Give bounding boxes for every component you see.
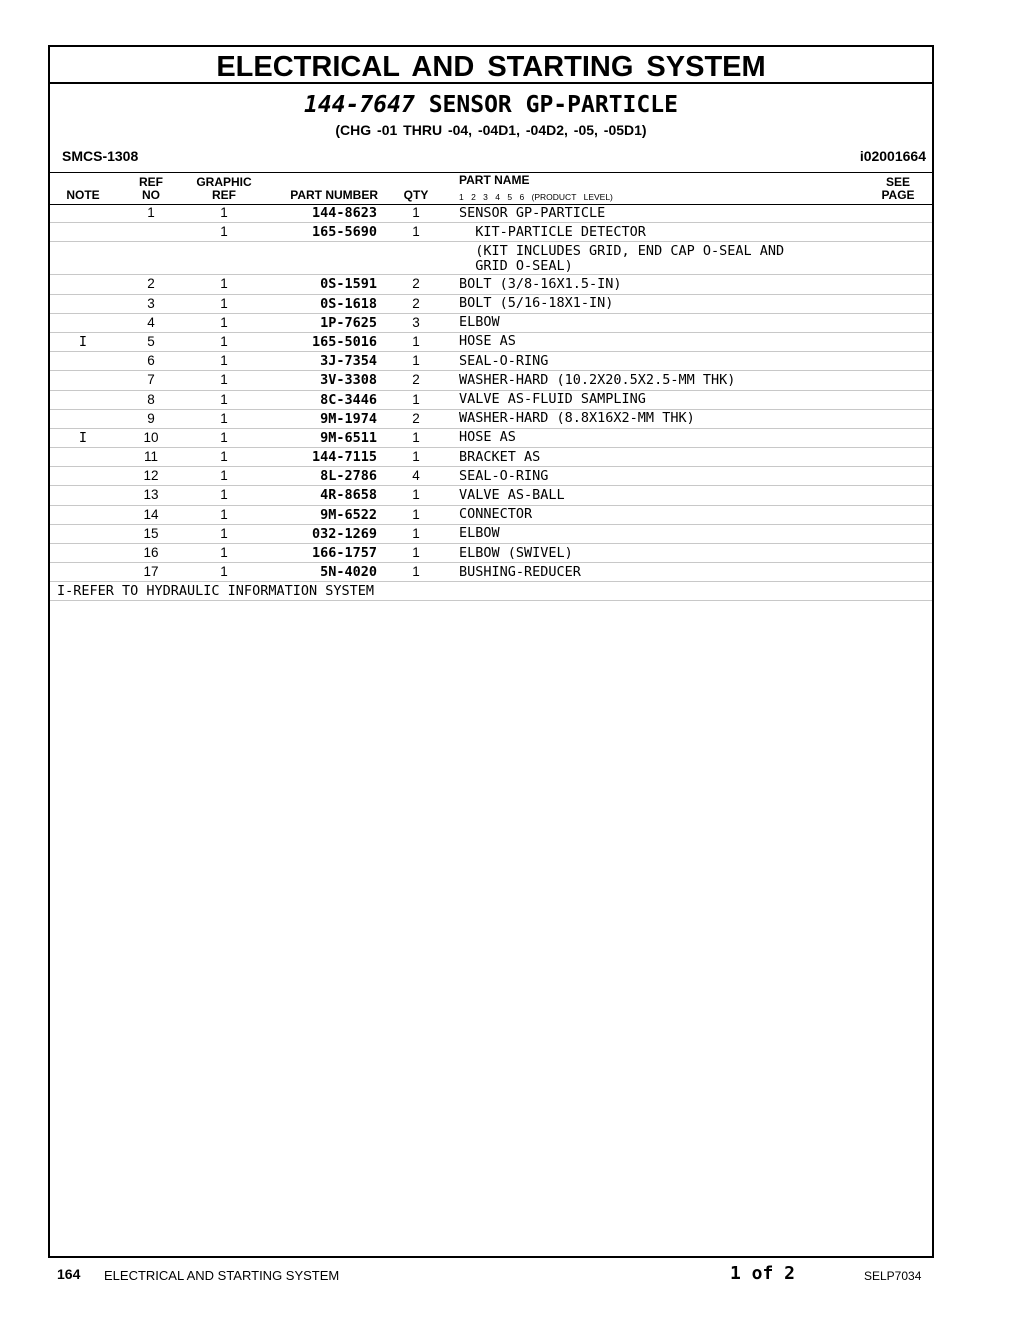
row-part-number: 0S-1618 bbox=[320, 295, 377, 312]
col-see: SEE bbox=[885, 175, 910, 189]
row-part-name: SEAL-O-RING bbox=[459, 352, 549, 369]
row-part-number: 9M-6522 bbox=[320, 506, 377, 523]
table-row bbox=[50, 223, 932, 242]
row-ref-no: 13 bbox=[143, 487, 159, 503]
row-part-number: 1P-7625 bbox=[320, 314, 377, 331]
row-graphic-ref: 1 bbox=[220, 525, 228, 541]
row-qty: 1 bbox=[412, 429, 420, 445]
row-qty: 1 bbox=[412, 205, 420, 220]
page-title: ELECTRICAL AND STARTING SYSTEM bbox=[50, 47, 932, 84]
row-graphic-ref: 1 bbox=[220, 276, 228, 292]
row-part-name: BOLT (3/8-16X1.5-IN) bbox=[459, 275, 622, 292]
row-graphic-ref: 1 bbox=[220, 564, 228, 580]
col-graphic-ref: REF bbox=[212, 188, 236, 202]
row-graphic-ref: 1 bbox=[220, 314, 228, 330]
row-part-number: 3V-3308 bbox=[320, 372, 377, 389]
heading-part-title: SENSOR GP-PARTICLE bbox=[428, 92, 678, 118]
row-part-number: 9M-6511 bbox=[320, 429, 377, 446]
row-note: I bbox=[78, 429, 88, 446]
table-row bbox=[50, 486, 932, 505]
row-qty: 1 bbox=[412, 224, 420, 240]
col-graphic: GRAPHIC bbox=[196, 175, 252, 189]
row-qty: 1 bbox=[412, 487, 420, 503]
heading-part-number: 144-7647 bbox=[304, 92, 415, 118]
row-part-name: ELBOW (SWIVEL) bbox=[459, 544, 573, 561]
row-graphic-ref: 1 bbox=[220, 410, 228, 426]
col-note: NOTE bbox=[66, 188, 100, 202]
row-graphic-ref: 1 bbox=[220, 224, 228, 240]
table-row bbox=[50, 333, 932, 352]
row-qty: 1 bbox=[412, 353, 420, 369]
change-note: (CHG -01 THRU -04, -04D1, -04D2, -05, -05D1) bbox=[335, 122, 647, 138]
row-note: I bbox=[78, 333, 88, 350]
table-row bbox=[50, 204, 932, 223]
row-part-number: 0S-1591 bbox=[320, 276, 377, 293]
row-qty: 1 bbox=[412, 449, 420, 465]
row-graphic-ref: 1 bbox=[220, 487, 228, 503]
table-row bbox=[50, 448, 932, 467]
row-ref-no: 2 bbox=[147, 276, 155, 292]
row-part-name: ELBOW bbox=[459, 525, 500, 542]
row-graphic-ref: 1 bbox=[220, 449, 228, 465]
row-part-number: 144-8623 bbox=[311, 205, 377, 221]
table-row bbox=[50, 429, 932, 448]
product-levels: 1 2 3 4 5 6 (PRODUCT LEVEL) bbox=[459, 192, 613, 202]
table-header bbox=[50, 172, 932, 205]
col-part-number: PART NUMBER bbox=[290, 188, 378, 202]
table-row bbox=[50, 506, 932, 525]
row-qty: 4 bbox=[412, 468, 420, 484]
row-ref-no: 15 bbox=[143, 525, 159, 541]
row-ref-no: 5 bbox=[147, 333, 155, 349]
col-page: PAGE bbox=[881, 188, 915, 202]
table-row bbox=[50, 242, 932, 275]
row-ref-no: 6 bbox=[147, 353, 155, 369]
row-part-name: WASHER-HARD (10.2X20.5X2.5-MM THK) bbox=[459, 371, 736, 388]
row-qty: 1 bbox=[412, 391, 420, 407]
row-qty: 2 bbox=[412, 410, 420, 426]
row-graphic-ref: 1 bbox=[220, 468, 228, 484]
table-row bbox=[50, 371, 932, 390]
row-graphic-ref: 1 bbox=[220, 333, 228, 349]
footnote: I-REFER TO HYDRAULIC INFORMATION SYSTEM bbox=[50, 582, 932, 601]
col-qty: QTY bbox=[403, 188, 429, 202]
row-ref-no: 7 bbox=[147, 372, 155, 388]
row-part-name: KIT-PARTICLE DETECTOR bbox=[459, 223, 646, 240]
row-qty: 2 bbox=[412, 295, 420, 311]
row-part-number: 9M-1974 bbox=[320, 410, 377, 427]
row-ref-no: 10 bbox=[143, 429, 159, 445]
row-qty: 1 bbox=[412, 506, 420, 522]
row-qty: 1 bbox=[412, 525, 420, 541]
row-graphic-ref: 1 bbox=[220, 391, 228, 407]
row-part-name: SEAL-O-RING bbox=[459, 467, 549, 484]
row-part-number: 8C-3446 bbox=[320, 391, 377, 408]
row-graphic-ref: 1 bbox=[220, 353, 228, 369]
row-ref-no: 11 bbox=[143, 449, 158, 465]
row-qty: 1 bbox=[412, 333, 420, 349]
row-part-name: SENSOR GP-PARTICLE bbox=[459, 204, 606, 221]
row-part-number: 4R-8658 bbox=[320, 487, 377, 504]
row-ref-no: 12 bbox=[143, 468, 159, 484]
table-row bbox=[50, 295, 932, 314]
row-part-name: HOSE AS bbox=[459, 333, 516, 350]
table-row bbox=[50, 563, 932, 582]
row-ref-no: 8 bbox=[147, 391, 155, 407]
row-part-number: 3J-7354 bbox=[320, 353, 377, 370]
footer-page-of: 1 of 2 bbox=[730, 1263, 796, 1284]
row-part-number: 8L-2786 bbox=[320, 468, 377, 485]
row-part-name: CONNECTOR bbox=[459, 506, 533, 523]
row-part-name: HOSE AS bbox=[459, 429, 516, 446]
row-part-name: BOLT (5/16-18X1-IN) bbox=[459, 295, 614, 312]
row-qty: 2 bbox=[412, 276, 420, 292]
row-graphic-ref: 1 bbox=[220, 545, 228, 560]
row-graphic-ref: 1 bbox=[220, 205, 228, 220]
row-ref-no: 4 bbox=[147, 314, 155, 330]
table-row bbox=[50, 410, 932, 429]
row-graphic-ref: 1 bbox=[220, 429, 228, 445]
footer-section: ELECTRICAL AND STARTING SYSTEM bbox=[104, 1268, 340, 1283]
row-part-name: BRACKET AS bbox=[459, 448, 541, 465]
row-part-name: BUSHING-REDUCER bbox=[459, 563, 581, 580]
page-frame bbox=[48, 45, 934, 1258]
row-part-name: ELBOW bbox=[459, 314, 500, 331]
row-graphic-ref: 1 bbox=[220, 295, 228, 311]
row-part-name: WASHER-HARD (8.8X16X2-MM THK) bbox=[459, 410, 695, 427]
footer-doc-code: SELP7034 bbox=[864, 1269, 922, 1283]
row-ref-no: 9 bbox=[147, 410, 155, 426]
row-graphic-ref: 1 bbox=[220, 506, 228, 522]
table-row bbox=[50, 525, 932, 544]
row-ref-no: 17 bbox=[143, 564, 159, 580]
table-row bbox=[50, 314, 932, 333]
row-ref-no: 14 bbox=[143, 506, 159, 522]
row-part-name: VALVE AS-BALL bbox=[459, 486, 565, 503]
col-part-name: PART NAME bbox=[459, 173, 530, 187]
table-row bbox=[50, 391, 932, 410]
row-ref-no: 16 bbox=[143, 545, 159, 560]
row-part-number: 165-5016 bbox=[311, 333, 377, 350]
part-heading bbox=[50, 92, 932, 118]
table-row bbox=[50, 275, 932, 294]
document-ident: i02001664 bbox=[859, 148, 926, 164]
table-row bbox=[50, 544, 932, 563]
row-qty: 3 bbox=[412, 314, 420, 330]
row-qty: 1 bbox=[412, 564, 420, 580]
table-row bbox=[50, 467, 932, 486]
row-qty: 1 bbox=[412, 545, 420, 560]
table-row bbox=[50, 352, 932, 371]
row-qty: 2 bbox=[412, 372, 420, 388]
col-ref-no: NO bbox=[142, 188, 160, 202]
smcs-code: SMCS-1308 bbox=[62, 148, 139, 164]
row-part-number: 166-1757 bbox=[311, 545, 377, 561]
col-ref: REF bbox=[139, 175, 163, 189]
row-ref-no: 1 bbox=[147, 205, 155, 220]
footer-page-number: 164 bbox=[57, 1266, 81, 1282]
row-part-number: 165-5690 bbox=[311, 224, 377, 241]
row-graphic-ref: 1 bbox=[220, 372, 228, 388]
parts-table bbox=[50, 204, 932, 601]
row-part-number: 032-1269 bbox=[311, 525, 377, 542]
row-part-name: VALVE AS-FLUID SAMPLING bbox=[459, 391, 646, 407]
row-part-name: (KIT INCLUDES GRID, END CAP O-SEAL AND GRID O-SEAL) bbox=[475, 242, 785, 274]
row-part-number: 5N-4020 bbox=[320, 564, 377, 581]
row-part-number: 144-7115 bbox=[311, 449, 377, 466]
row-ref-no: 3 bbox=[147, 295, 155, 311]
